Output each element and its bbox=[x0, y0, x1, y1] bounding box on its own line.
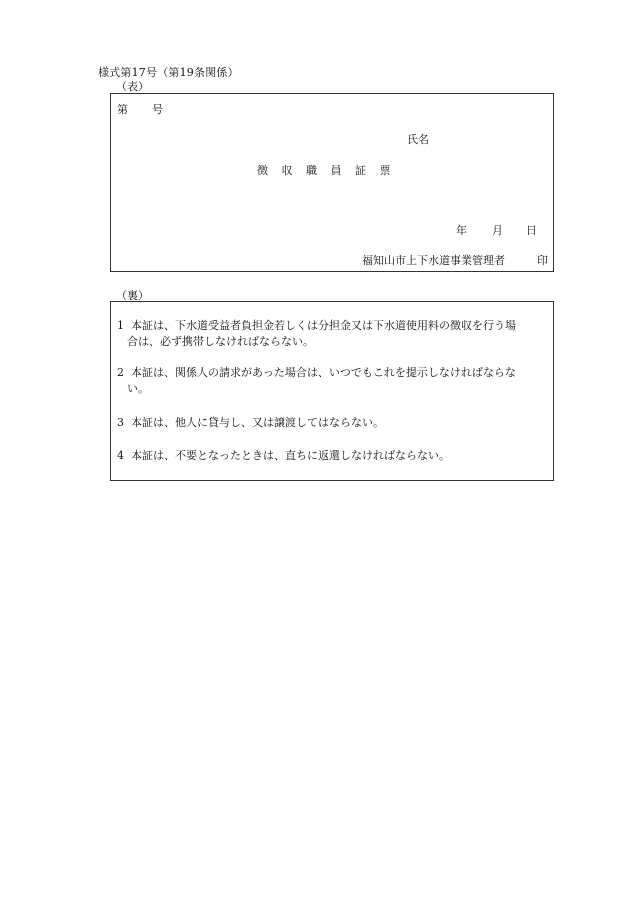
card-number-prefix: 第 bbox=[117, 103, 128, 116]
rule-item bbox=[117, 448, 551, 464]
rule-text: 本証は、下水道受益者負担金若しくは分担金又は下水道使用料の徴収を行う場 bbox=[131, 319, 516, 332]
date-day-label: 日 bbox=[526, 224, 537, 237]
rule-item bbox=[117, 365, 551, 397]
card-back bbox=[110, 301, 554, 481]
rule-text: 本証は、他人に貸与し、又は譲渡してはならない。 bbox=[131, 416, 384, 429]
rule-number: 2 bbox=[117, 366, 124, 379]
back-side-label: （裏） bbox=[116, 289, 149, 302]
form-title: 様式第17号（第19条関係） bbox=[98, 66, 239, 79]
card-title: 徴収職員証票 bbox=[257, 164, 404, 177]
rule-number: 4 bbox=[117, 449, 124, 462]
front-side-label: （表） bbox=[116, 80, 149, 93]
seal-mark: 印 bbox=[537, 254, 548, 267]
issuer-name: 福知山市上下水道事業管理者 bbox=[362, 254, 505, 267]
card-number-suffix: 号 bbox=[152, 103, 163, 116]
rule-text-continued: 合は、必ず携帯しなければならない。 bbox=[127, 335, 314, 348]
rule-text-continued: い。 bbox=[127, 382, 149, 395]
rule-item bbox=[117, 415, 551, 431]
card-front bbox=[110, 93, 554, 272]
name-label: 氏名 bbox=[407, 133, 429, 146]
rule-text: 本証は、関係人の請求があった場合は、いつでもこれを提示しなければならな bbox=[131, 366, 516, 379]
rule-text: 本証は、不要となったときは、直ちに返還しなければならない。 bbox=[131, 449, 450, 462]
date-year-label: 年 bbox=[456, 224, 467, 237]
rule-item bbox=[117, 318, 551, 350]
rule-number: 1 bbox=[117, 319, 124, 332]
rule-number: 3 bbox=[117, 416, 124, 429]
date-month-label: 月 bbox=[492, 224, 503, 237]
